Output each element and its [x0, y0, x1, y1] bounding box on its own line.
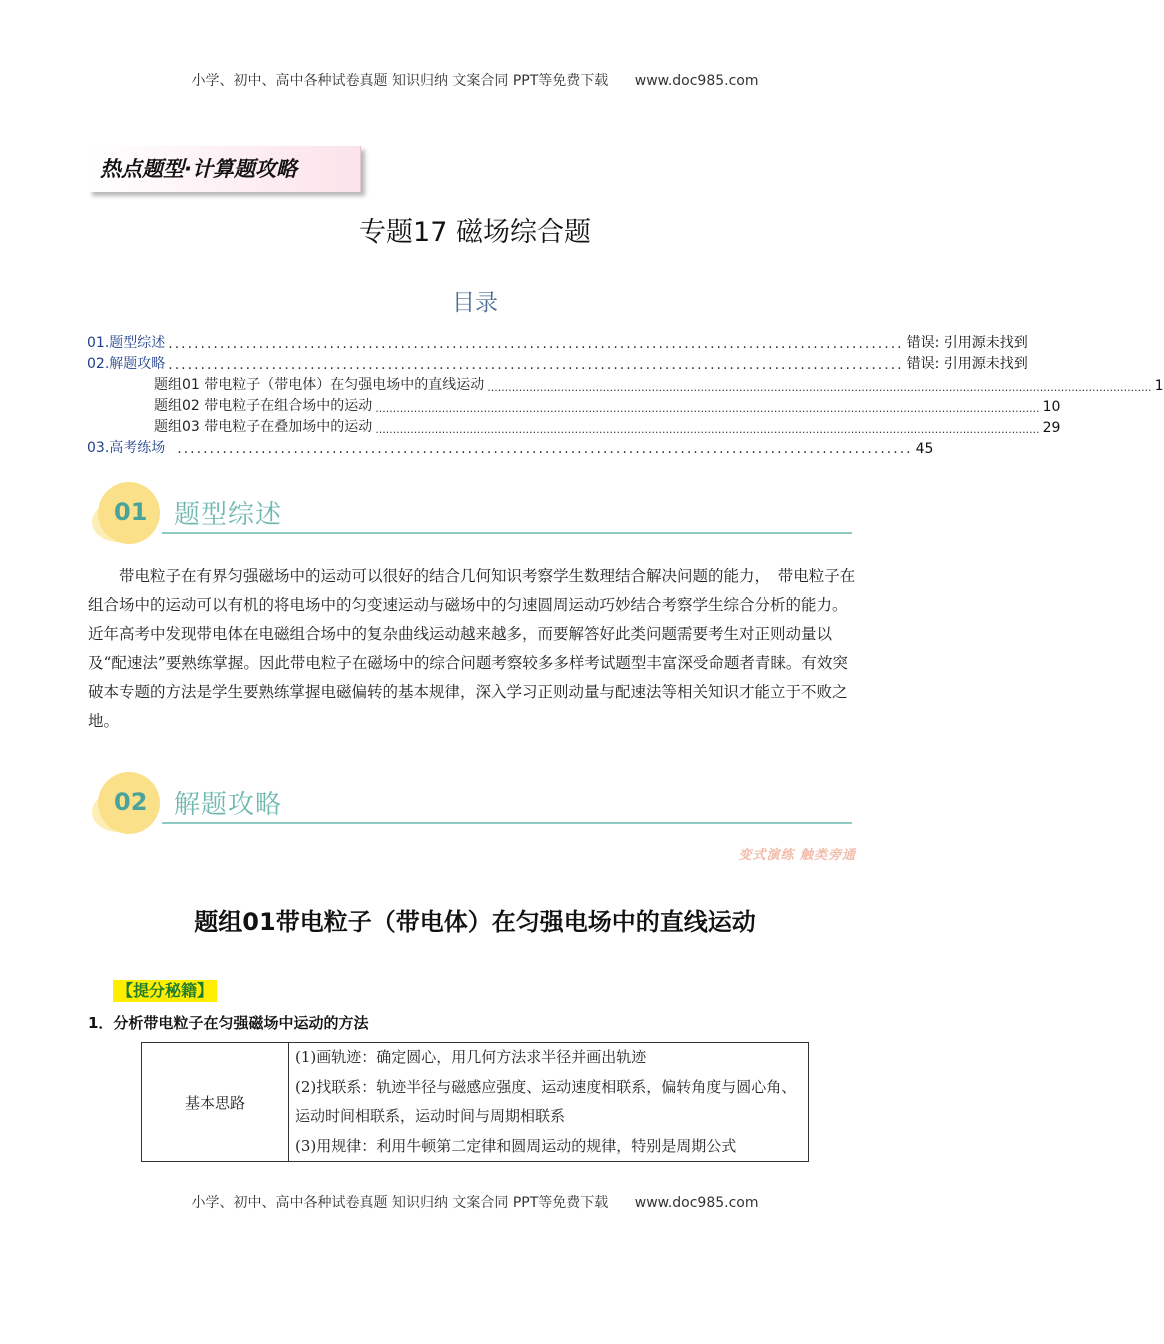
toc-item-strategy[interactable] — [87, 353, 1028, 373]
section-number: 02 — [114, 788, 148, 816]
toc-item-group-01[interactable] — [154, 374, 1164, 394]
toc-item-page: 45 — [915, 441, 934, 457]
toc-item-group-03[interactable] — [154, 416, 1061, 436]
section-heading-02 — [92, 772, 852, 842]
method-heading: 1．分析带电粒子在匀强磁场中运动的方法 — [88, 1014, 369, 1032]
table-key-cell: 基本思路 — [142, 1043, 289, 1162]
toc-item-page: 错误: 引用源未找到 — [906, 356, 1028, 372]
toc-item-overview[interactable] — [87, 332, 1028, 352]
footer-text: 小学、初中、高中各种试卷真题 知识归纳 文案合同 PPT等免费下载 — [191, 1195, 609, 1211]
section-divider — [162, 532, 852, 534]
tip-label: 【提分秘籍】 — [113, 980, 217, 1002]
table-value-cell — [289, 1043, 809, 1162]
group-title: 题组01带电粒子（带电体）在匀强电场中的直线运动 — [194, 908, 756, 936]
toc-leader-dots: .............................................................................................................................................................................................. — [487, 381, 1152, 394]
toc-item-label: 01.题型综述 — [87, 335, 166, 351]
toc-title: 目录 — [452, 290, 498, 316]
toc-leader-dots: .............................................................................................................................................................................................. — [375, 402, 1040, 415]
toc-item-page: 1 — [1154, 378, 1164, 394]
toc-leader-dots: .................................................................................................................. — [168, 357, 904, 373]
table-line: (3)用规律：利用牛顿第二定律和圆周运动的规律，特别是周期公式 — [295, 1136, 737, 1155]
section-heading-01 — [92, 482, 852, 552]
method-table — [141, 1042, 809, 1162]
table-row — [142, 1043, 809, 1162]
topic-banner — [88, 146, 361, 192]
toc-item-label: 02.解题攻略 — [87, 356, 166, 372]
header-text: 小学、初中、高中各种试卷真题 知识归纳 文案合同 PPT等免费下载 — [191, 73, 609, 89]
page-title: 专题17 磁场综合题 — [359, 217, 591, 248]
toc-item-label: 03.高考练场 — [87, 440, 166, 456]
section-tagline: 变式演练 触类旁通 — [738, 848, 856, 863]
toc-item-page: 10 — [1042, 399, 1061, 415]
header-url-link[interactable]: www.doc985.com — [634, 73, 759, 89]
table-line: (2)找联系：轨迹半径与磁感应强度、运动速度相联系，偏转角度与圆心角、运动时间相联系，运动时间与周期相联系 — [295, 1077, 797, 1125]
toc-leader-dots: .................................................................................................................. — [168, 336, 904, 352]
footer-url-link[interactable]: www.doc985.com — [634, 1195, 759, 1211]
banner-text: 热点题型·计算题攻略 — [100, 157, 297, 181]
toc-item-label: 题组01 带电粒子（带电体）在匀强电场中的直线运动 — [154, 377, 485, 393]
toc-item-group-02[interactable] — [154, 395, 1061, 415]
table-line: (1)画轨迹：确定圆心，用几何方法求半径并画出轨迹 — [295, 1048, 647, 1066]
overview-paragraph: 带电粒子在有界匀强磁场中的运动可以很好的结合几何知识考察学生数理结合解决问题的能力， 带电粒子在组合场中的运动可以有机的将电场中的匀变速运动与磁场中的匀速圆周运动巧妙结合考察学生综合分析的能力。近年高考中发现带电体在电磁组合场中的复杂曲线运动越来越多，而要解答好此类问题需要考生对正则动量以及“配速法”要熟练掌握。因此带电粒子在磁场中的综合问题考察较多多样考试题型丰富深受命题者青睐。有效突破本专题的方法是学生要熟练掌握电磁偏转的基本规律，深入学习正则动量与配速法等相关知识才能立于不败之地。 — [88, 567, 856, 730]
section-number: 01 — [114, 498, 148, 526]
page-footer — [0, 1192, 950, 1212]
section-name: 解题攻略 — [174, 790, 283, 820]
toc-leader-dots: .............................................................................................................................................................................................. — [375, 423, 1040, 436]
page-header — [0, 70, 950, 90]
toc-item-label: 题组03 带电粒子在叠加场中的运动 — [154, 419, 373, 435]
section-name: 题型综述 — [174, 500, 283, 530]
section-divider — [162, 822, 852, 824]
toc-item-page: 错误: 引用源未找到 — [906, 335, 1028, 351]
toc-item-practice[interactable] — [87, 437, 934, 457]
toc-leader-dots: .................................................................................................................. — [177, 441, 913, 457]
toc-item-page: 29 — [1042, 420, 1061, 436]
toc-item-label: 题组02 带电粒子在组合场中的运动 — [154, 398, 373, 414]
